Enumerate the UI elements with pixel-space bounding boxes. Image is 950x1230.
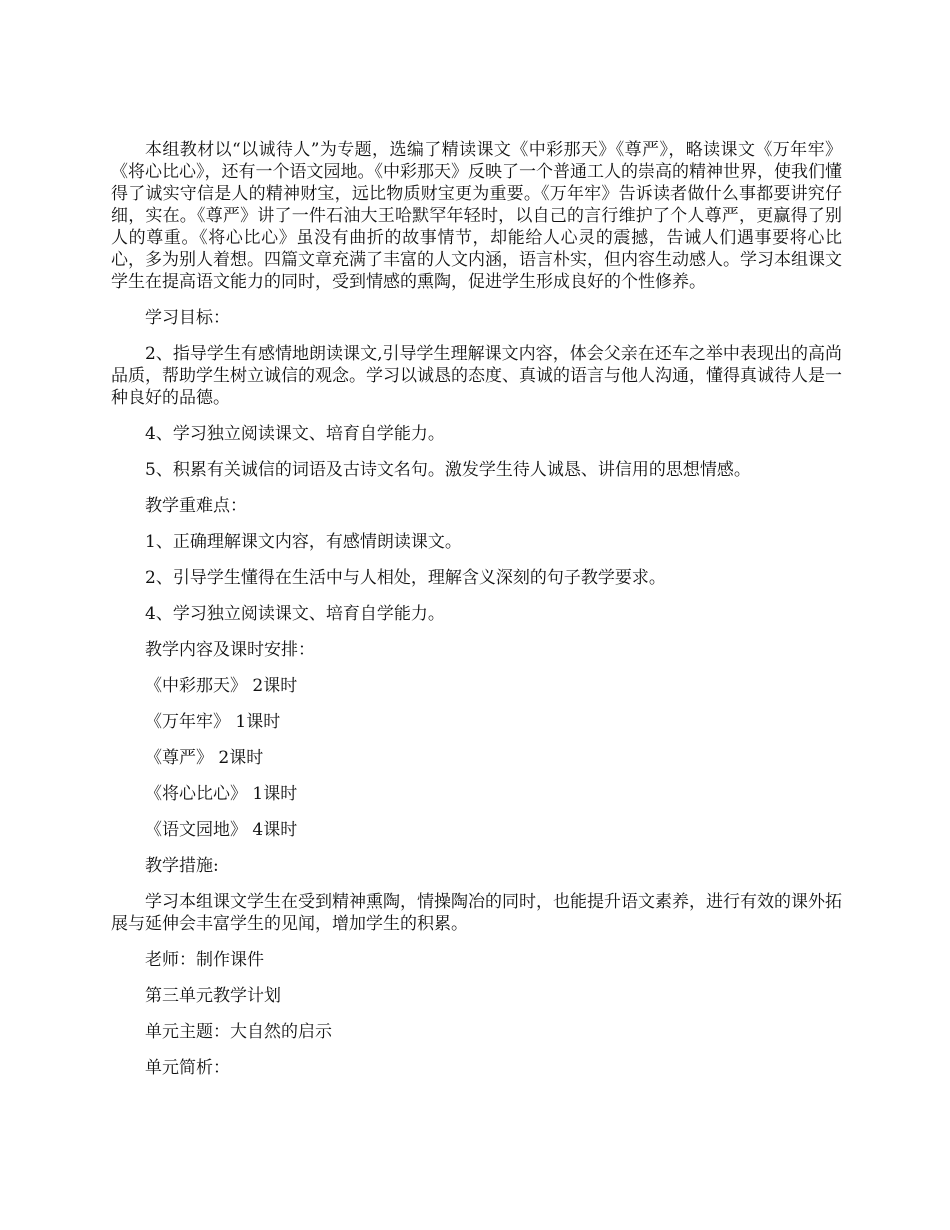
- key-points-heading: 教学重难点：: [145, 496, 247, 516]
- key-point-2: 2、引导学生懂得在生活中与人相处，理解含义深刻的句子教学要求。: [145, 568, 666, 588]
- goal-item-5: 5、积累有关诚信的词语及古诗文名句。激发学生待人诚恳、讲信用的思想情感。: [145, 460, 751, 480]
- schedule-item: 《尊严》 2课时: [145, 748, 264, 768]
- unit-title: 第三单元教学计划: [145, 986, 281, 1006]
- schedule-heading: 教学内容及课时安排：: [145, 640, 315, 660]
- measures-heading: 教学措施:: [145, 856, 219, 876]
- key-point-4: 4、学习独立阅读课文、培育自学能力。: [145, 604, 445, 624]
- key-point-1: 1、正确理解课文内容，有感情朗读课文。: [145, 532, 462, 552]
- intro-paragraph: 本组教材以“以诚待人”为专题，选编了精读课文《中彩那天》《尊严》，略读课文《万年牢》《将心比心》，还有一个语文园地。《中彩那天》反映了一个普通工人的崇高的精神世界，使我们懂得了诚实守信是人的精神财宝，远比物质财宝更为重要。《万年牢》告诉读者做什么事都要讲究仔细，实在。《尊严》讲了一件石油大王哈默罕年轻时，以自己的言行维护了个人尊严，更赢得了别人的尊重。《将心比心》虽没有曲折的故事情节，却能给人心灵的震撼，告诫人们遇事要将心比心，多为别人着想。四篇文章充满了丰富的人文内涵，语言朴实，但内容生动感人。学习本组课文学生在提高语文能力的同时，受到情感的熏陶，促进学生形成良好的个性修养。: [111, 140, 842, 292]
- schedule-item: 《语文园地》 4课时: [145, 820, 298, 840]
- schedule-item: 《将心比心》 1课时: [145, 784, 298, 804]
- schedule-item: 《万年牢》 1课时: [145, 712, 281, 732]
- unit-analysis-heading: 单元简析：: [145, 1058, 230, 1078]
- goal-item-2: 2、指导学生有感情地朗读课文,引导学生理解课文内容，体会父亲在还车之举中表现出的高尚品质，帮助学生树立诚信的观念。学习以诚恳的态度、真诚的语言与他人沟通，懂得真诚待人是一种良好的品德。: [111, 344, 842, 408]
- goal-item-4: 4、学习独立阅读课文、培育自学能力。: [145, 424, 445, 444]
- goals-heading: 学习目标：: [145, 308, 230, 328]
- unit-theme: 单元主题：大自然的启示: [145, 1022, 332, 1042]
- measures-paragraph: 学习本组课文学生在受到精神熏陶，情操陶冶的同时，也能提升语文素养，进行有效的课外拓展与延伸会丰富学生的见闻，增加学生的积累。: [111, 892, 842, 934]
- document-page: [111, 139, 842, 1079]
- teacher-line: 老师：制作课件: [145, 950, 264, 970]
- schedule-item: 《中彩那天》 2课时: [145, 676, 298, 696]
